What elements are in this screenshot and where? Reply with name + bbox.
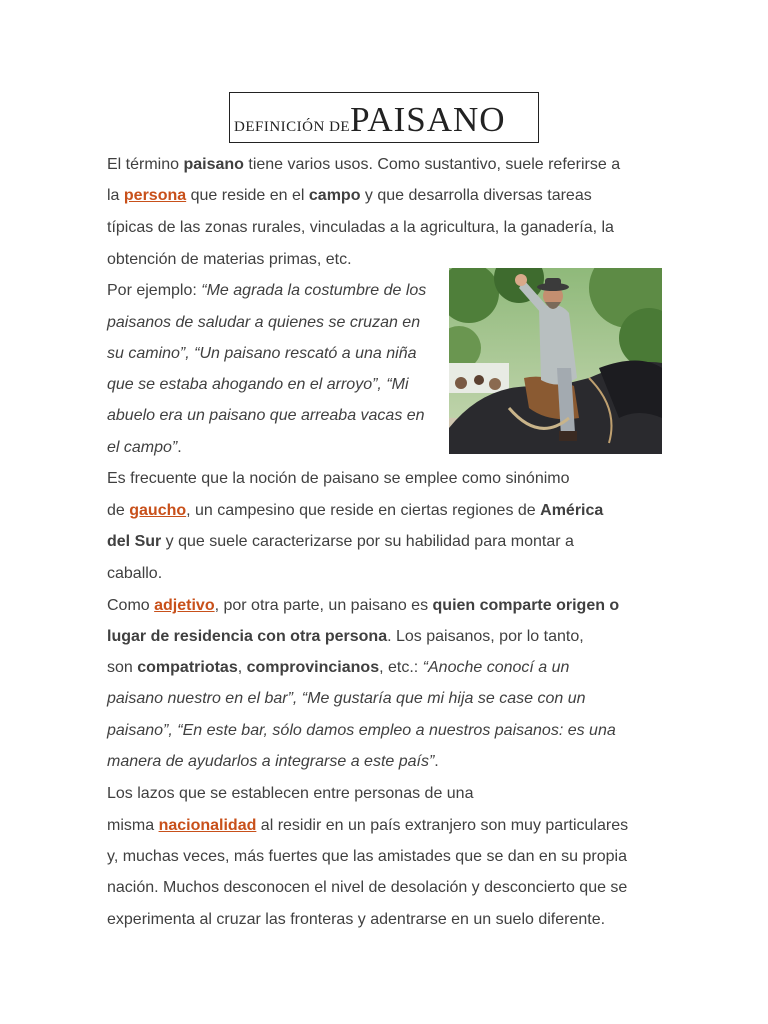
p4-line-5: paisano”, “En este bar, sólo damos empleo a nuestros paisanos: es una — [107, 722, 616, 739]
link-gaucho[interactable]: gaucho — [129, 502, 187, 519]
p5-line-2: misma nacionalidad al residir en un país extranjero son muy particulares — [107, 817, 629, 834]
page-title — [229, 92, 539, 143]
title-prefix: DEFINICIÓN DE — [234, 119, 351, 135]
p3-line-1: Es frecuente que la noción de paisano se emplee como sinónimo — [107, 470, 570, 487]
p2-line-1: Por ejemplo: “Me agrada la costumbre de los — [107, 282, 427, 299]
p2-line-4: que se estaba ahogando en el arroyo”, “Mi — [107, 376, 409, 393]
link-persona[interactable]: persona — [123, 187, 187, 204]
link-adjetivo[interactable]: adjetivo — [154, 597, 215, 614]
p5-line-5: experimenta al cruzar las fronteras y adentrarse en un suelo diferente. — [107, 911, 606, 928]
p1-line-2: la persona que reside en el campo y que desarrolla diversas tareas — [107, 187, 592, 204]
p5-line-4: nación. Muchos desconocen el nivel de desolación y desconcierto que se — [107, 879, 628, 896]
p3-line-3: del Sur y que suele caracterizarse por su habilidad para montar a — [107, 533, 574, 550]
p3-line-4: caballo. — [107, 565, 163, 582]
p2-line-5: abuelo era un paisano que arreaba vacas en — [107, 407, 425, 424]
p4-line-3: son compatriotas, comprovincianos, etc.: “Anoche conocí a un — [107, 659, 570, 676]
p4-line-4: paisano nuestro en el bar”, “Me gustaría que mi hija se case con un — [107, 690, 586, 707]
p4-line-6: manera de ayudarlos a integrarse a este país”. — [107, 753, 439, 770]
p3-line-2: de gaucho, un campesino que reside en ciertas regiones de América — [107, 502, 604, 519]
p4-line-2: lugar de residencia con otra persona. Los paisanos, por lo tanto, — [107, 628, 584, 645]
p1-line-3: típicas de las zonas rurales, vinculadas a la agricultura, la ganadería, la — [107, 219, 614, 236]
gaucho-on-horse-photo — [449, 268, 662, 454]
title-word: PAISANO — [350, 100, 506, 139]
p5-line-3: y, muchas veces, más fuertes que las amistades que se dan en su propia — [107, 848, 627, 865]
p2-line-3: su camino”, “Un paisano rescató a una niña — [107, 345, 417, 362]
link-nacionalidad[interactable]: nacionalidad — [158, 817, 257, 834]
p2-line-6: el campo”. — [107, 439, 182, 456]
p4-line-1: Como adjetivo, por otra parte, un paisano es quien comparte origen o — [107, 597, 620, 614]
p1-line-4: obtención de materias primas, etc. — [107, 251, 352, 268]
p5-line-1: Los lazos que se establecen entre personas de una — [107, 785, 474, 802]
p1-line-1: El término paisano tiene varios usos. Como sustantivo, suele referirse a — [107, 156, 621, 173]
p2-line-2: paisanos de saludar a quienes se cruzan en — [107, 314, 421, 331]
